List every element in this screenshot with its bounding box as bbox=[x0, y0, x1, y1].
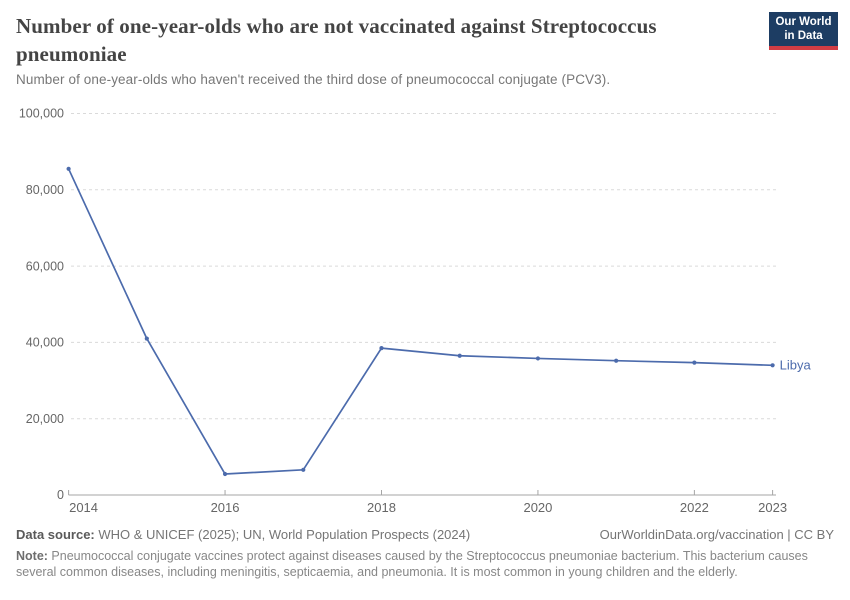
x-tick-label: 2020 bbox=[523, 500, 553, 515]
x-tick-label: 2016 bbox=[210, 500, 240, 515]
data-source-text: WHO & UNICEF (2025); UN, World Population Prospects (2024) bbox=[94, 527, 471, 542]
y-tick-label: 40,000 bbox=[25, 335, 64, 350]
data-source-label: Data source: bbox=[16, 527, 95, 542]
note-label: Note: bbox=[16, 549, 48, 563]
y-tick-label: 80,000 bbox=[25, 183, 64, 197]
series-end-label: Libya bbox=[779, 357, 811, 373]
chart-svg[interactable] bbox=[0, 100, 850, 520]
data-point[interactable] bbox=[301, 468, 305, 472]
data-point[interactable] bbox=[614, 359, 618, 363]
owid-logo-line2: in Data bbox=[784, 30, 823, 42]
owid-logo-line1: Our World bbox=[775, 16, 832, 28]
footer-link[interactable]: OurWorldinData.org/vaccination | CC BY bbox=[599, 527, 834, 542]
data-point[interactable] bbox=[67, 167, 71, 171]
x-tick-label: 2018 bbox=[367, 500, 396, 515]
y-tick-label: 60,000 bbox=[25, 259, 64, 274]
chart-subtitle: Number of one-year-olds who haven't received the third dose of pneumococcal conjugate (PCV3). bbox=[16, 72, 611, 87]
data-point[interactable] bbox=[458, 354, 462, 358]
y-tick-label: 100,000 bbox=[18, 106, 64, 121]
data-point[interactable] bbox=[771, 363, 775, 367]
data-point[interactable] bbox=[223, 472, 227, 476]
data-point[interactable] bbox=[536, 356, 540, 360]
page-title: Number of one-year-olds who are not vaccinated against Streptococcus pneumoniae bbox=[16, 14, 657, 66]
y-tick-label: 20,000 bbox=[25, 411, 64, 426]
series-line[interactable] bbox=[69, 169, 773, 474]
data-point[interactable] bbox=[145, 336, 149, 340]
data-point[interactable] bbox=[692, 361, 696, 365]
chart-footer bbox=[16, 527, 834, 580]
data-source-line bbox=[16, 527, 470, 542]
x-tick-label: 2023 bbox=[758, 500, 788, 515]
x-tick-label: 2014 bbox=[69, 500, 99, 515]
y-tick-label: 0 bbox=[57, 488, 64, 503]
x-tick-label: 2022 bbox=[679, 500, 709, 515]
data-point[interactable] bbox=[379, 346, 383, 350]
chart-note bbox=[16, 548, 834, 580]
owid-logo bbox=[769, 12, 838, 50]
note-text: Pneumococcal conjugate vaccines protect against diseases caused by the Streptococcus pneumoniae bacterium. This bacterium causes several common diseases, including meningitis, septicaemia, and pneumonia. It is most common in young children and the elderly. bbox=[16, 549, 808, 579]
